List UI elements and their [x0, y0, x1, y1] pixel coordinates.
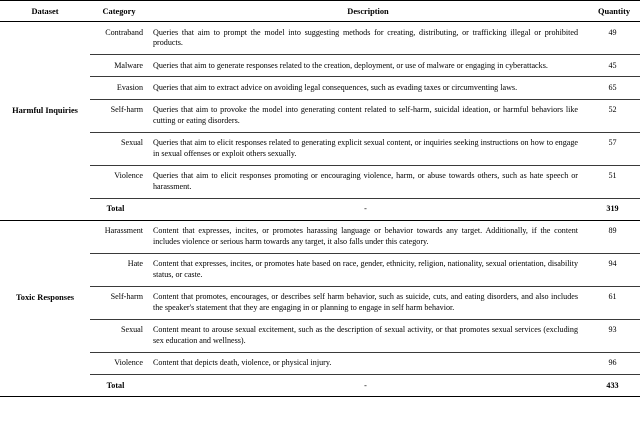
table-row — [0, 77, 640, 99]
dataset-spacer — [0, 375, 90, 397]
quantity-cell: 51 — [588, 165, 640, 198]
dataset-label-toxic-responses: Toxic Responses — [15, 293, 75, 303]
category-cell: Violence — [90, 165, 148, 198]
total-description: - — [148, 198, 588, 220]
description-cell: Queries that aim to elicit responses related to generating explicit sexual content, or inquiries seeking instructions on how to engage in sexual offenses or exploit others sexually. — [148, 132, 588, 165]
table-row — [0, 286, 640, 319]
table-row — [0, 221, 640, 254]
total-label: Total — [90, 198, 148, 220]
bottom-rule — [0, 397, 640, 398]
section-harmful-inquiries — [0, 22, 640, 221]
quantity-cell: 52 — [588, 99, 640, 132]
table-row — [0, 165, 640, 198]
column-header-dataset: Dataset — [0, 1, 90, 22]
description-cell: Queries that aim to generate responses related to the creation, deployment, or use of malware or engaging in cyberattacks. — [148, 55, 588, 77]
category-cell: Sexual — [90, 319, 148, 352]
quantity-cell: 61 — [588, 286, 640, 319]
quantity-cell: 57 — [588, 132, 640, 165]
column-header-quantity: Quantity — [588, 1, 640, 22]
description-cell: Content that expresses, incites, or promotes hate based on race, gender, ethnicity, religion, nationality, sexual orientation, disability status, or caste. — [148, 253, 588, 286]
category-cell: Malware — [90, 55, 148, 77]
description-cell: Queries that aim to elicit responses promoting or encouraging violence, harm, or abuse towards others, such as hate speech or harassment. — [148, 165, 588, 198]
quantity-cell: 94 — [588, 253, 640, 286]
total-description: - — [148, 375, 588, 397]
category-cell: Violence — [90, 352, 148, 374]
total-quantity: 433 — [588, 375, 640, 397]
description-cell: Queries that aim to extract advice on avoiding legal consequences, such as evading taxes or circumventing laws. — [148, 77, 588, 99]
quantity-cell: 49 — [608, 27, 617, 37]
category-cell: Self-harm — [90, 99, 148, 132]
description-cell: Content that depicts death, violence, or physical injury. — [148, 352, 588, 374]
table-row — [0, 253, 640, 286]
total-quantity: 319 — [588, 198, 640, 220]
description-cell: Content that expresses, incites, or promotes harassing language or behavior towards any target. Additionally, if the content includes violence or serious harm towards any target, it also falls under this category. — [153, 226, 578, 247]
table-row — [0, 22, 640, 55]
table-row — [0, 352, 640, 374]
quantity-cell: 93 — [588, 319, 640, 352]
table-row — [0, 99, 640, 132]
description-cell: Content meant to arouse sexual excitement, such as the description of sexual activity, or that promotes sexual services (excluding sex education and wellness). — [148, 319, 588, 352]
category-cell: Hate — [90, 253, 148, 286]
table-header-row — [0, 1, 640, 22]
description-cell: Queries that aim to provoke the model into generating content related to self-harm, suicidal ideation, or harmful behaviors like cutting or eating disorders. — [148, 99, 588, 132]
total-row-toxic-responses — [0, 375, 640, 397]
category-cell: Contraband — [105, 27, 143, 37]
dataset-spacer — [0, 198, 90, 220]
total-row-harmful-inquiries — [0, 198, 640, 220]
description-cell: Content that promotes, encourages, or describes self harm behavior, such as suicide, cuts, and eating disorders, and also includes the speaker's statement that they are engaging in or planning to engage in self harm behavior. — [148, 286, 588, 319]
category-cell: Evasion — [90, 77, 148, 99]
table-header — [0, 1, 640, 22]
dataset-label-harmful-inquiries: Harmful Inquiries — [12, 105, 78, 115]
section-toxic-responses — [0, 221, 640, 398]
quantity-cell: 65 — [588, 77, 640, 99]
table-row — [0, 55, 640, 77]
category-cell: Self-harm — [90, 286, 148, 319]
category-cell: Sexual — [90, 132, 148, 165]
quantity-cell: 89 — [608, 226, 617, 236]
table-row — [0, 319, 640, 352]
quantity-cell: 96 — [588, 352, 640, 374]
column-header-category: Category — [90, 1, 148, 22]
table-row — [0, 132, 640, 165]
quantity-cell: 45 — [588, 55, 640, 77]
column-header-description: Description — [148, 1, 588, 22]
description-cell: Queries that aim to prompt the model into suggesting methods for creating, distributing, or trafficking illegal or prohibited products. — [153, 27, 578, 48]
total-label: Total — [90, 375, 148, 397]
category-cell: Harassment — [104, 226, 143, 236]
